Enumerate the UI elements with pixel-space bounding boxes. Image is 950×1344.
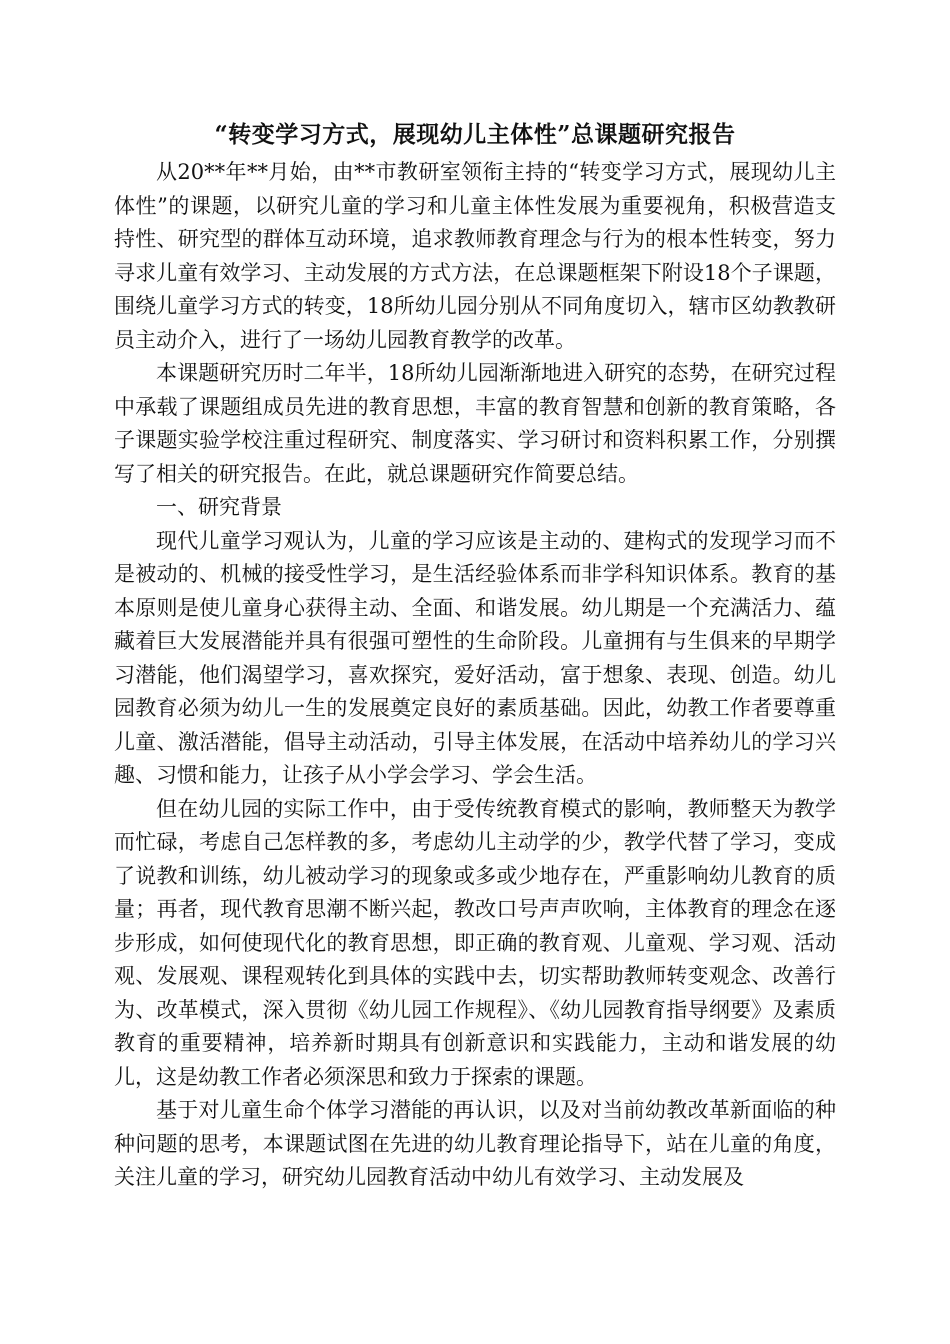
paragraph-practice-issues: 但在幼儿园的实际工作中，由于受传统教育模式的影响，教师整天为教学而忙碌，考虑自己怎样教的多，考虑幼儿主动学的少，教学代替了学习，变成了说教和训练，幼儿被动学习的现象或多或少地存在，严重影响幼儿教育的质量；再者，现代教育思潮不断兴起，教改口号声声吹响，主体教育的理念在逐步形成，如何使现代化的教育思想，即正确的教育观、儿童观、学习观、活动观、发展观、课程观转化到具体的实践中去，切实帮助教师转变观念、改善行为、改革模式，深入贯彻《幼儿园工作规程》、《幼儿园教育指导纲要》及素质教育的重要精神，培养新时期具有创新意识和实践能力，主动和谐发展的幼儿，这是幼教工作者必须深思和致力于探索的课题。 [114, 796, 836, 1089]
section-heading-background: 一、研究背景 [156, 495, 282, 519]
paragraph-learning-view: 现代儿童学习观认为，儿童的学习应该是主动的、建构式的发现学习而不是被动的、机械的接受性学习，是生活经验体系而非学科知识体系。教育的基本原则是使儿童身心获得主动、全面、和谐发展。幼儿期是一个充满活力、蕴藏着巨大发展潜能并具有很强可塑性的生命阶段。儿童拥有与生俱来的早期学习潜能，他们渴望学习，喜欢探究，爱好活动，富于想象、表现、创造。幼儿园教育必须为幼儿一生的发展奠定良好的素质基础。因此，幼教工作者要尊重儿童、激活潜能，倡导主动活动，引导主体发展，在活动中培养幼儿的学习兴趣、习惯和能力，让孩子从小学会学习、学会生活。 [114, 528, 836, 787]
document-body [114, 118, 836, 1195]
document-title: “转变学习方式，展现幼儿主体性”总课题研究报告 [214, 121, 736, 148]
paragraph-intro: 从20**年**月始，由**市教研室领衔主持的“转变学习方式，展现幼儿主体性”的课题，以研究儿童的学习和儿童主体性发展为重要视角，积极营造支持性、研究型的群体互动环境，追求教师教育理念与行为的根本性转变，努力寻求儿童有效学习、主动发展的方式方法，在总课题框架下附设18个子课题，围绕儿童学习方式的转变，18所幼儿园分别从不同角度切入，辖市区幼教教研员主动介入，进行了一场幼儿园教育教学的改革。 [114, 160, 836, 352]
paragraph-research-purpose: 基于对儿童生命个体学习潜能的再认识，以及对当前幼教改革新面临的种种问题的思考，本课题试图在先进的幼儿教育理论指导下，站在儿童的角度，关注儿童的学习，研究幼儿园教育活动中幼儿有效学习、主动发展及 [114, 1098, 836, 1189]
paragraph-summary: 本课题研究历时二年半，18所幼儿园渐渐地进入研究的态势，在研究过程中承载了课题组成员先进的教育思想，丰富的教育智慧和创新的教育策略，各子课题实验学校注重过程研究、制度落实、学习研讨和资料积累工作，分别撰写了相关的研究报告。在此，就总课题研究作简要总结。 [114, 361, 836, 486]
